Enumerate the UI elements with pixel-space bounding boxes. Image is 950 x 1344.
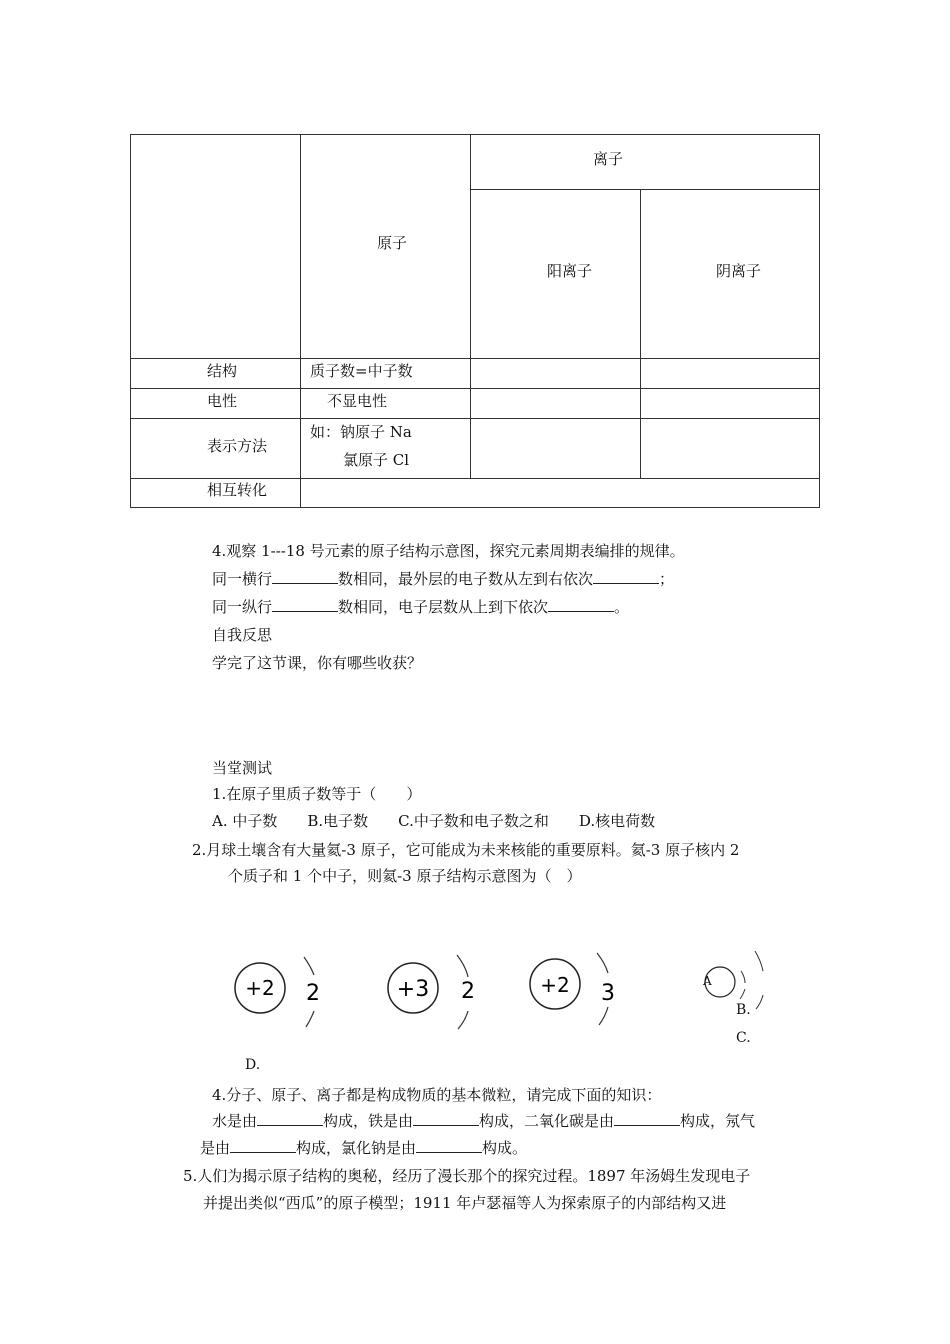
- test-q4-line1: 水是由 构成，铁是由 构成，二氧化碳是由 构成，氖气: [212, 1112, 756, 1130]
- test-q4-blank-5[interactable]: [416, 1138, 482, 1153]
- reflection-title: 自我反思: [212, 626, 273, 644]
- test-q4-blank-3[interactable]: [614, 1111, 680, 1126]
- option-b-label: B.: [736, 1002, 751, 1018]
- test-q4-blank-4[interactable]: [230, 1138, 296, 1153]
- q4-blank-3[interactable]: [272, 597, 338, 612]
- atom-charge: 不显电性: [327, 392, 388, 410]
- q4-blank-4[interactable]: [548, 597, 614, 612]
- option-c-label: C.: [736, 1030, 751, 1046]
- header-cation: 阳离子: [547, 262, 593, 280]
- q4-blank-1[interactable]: [272, 569, 338, 584]
- diagram-1-nucleus: +2: [245, 976, 275, 1000]
- test-q4-blank-1[interactable]: [257, 1111, 323, 1126]
- reflection-question: 学完了这节课，你有哪些收获？: [212, 654, 423, 672]
- row-label-notation: 表示方法: [207, 437, 268, 455]
- atom-diagrams: [220, 945, 640, 1035]
- q4-line2: 同一纵行 数相同，电子层数从上到下依次 。: [212, 598, 630, 616]
- diagram-2: [388, 955, 475, 1029]
- test-q4-blank-2[interactable]: [413, 1111, 479, 1126]
- header-ion: 离子: [593, 150, 624, 168]
- atom-notation-line2: 氯原子 Cl: [343, 451, 410, 469]
- q4-line1: 同一横行 数相同，最外层的电子数从左到右依次 ；: [212, 570, 675, 588]
- test-q2-line2: 个质子和 1 个中子，则氦-3 原子结构示意图为（ ）: [228, 867, 582, 885]
- test-q5-line2: 并提出类似“西瓜”的原子模型；1911 年卢瑟福等人为探索原子的内部结构又进: [203, 1194, 727, 1212]
- header-atom: 原子: [377, 234, 408, 252]
- q4-blank-2[interactable]: [593, 569, 659, 584]
- header-anion: 阴离子: [716, 262, 762, 280]
- test-q4-title: 4.分子、原子、离子都是构成物质的基本微粒，请完成下面的知识：: [212, 1086, 662, 1104]
- test-q4-line2: 是由 构成，氯化钠是由 构成。: [200, 1139, 528, 1157]
- test-q1-options: A. 中子数 B.电子数 C.中子数和电子数之和 D.核电荷数: [212, 812, 656, 830]
- diagram-3-electrons: 3: [601, 981, 615, 1006]
- row-label-conversion: 相互转化: [207, 481, 268, 499]
- test-q1: 1.在原子里质子数等于（ ）: [212, 785, 422, 803]
- diagram-3-nucleus: +2: [540, 973, 570, 997]
- option-a-label: A: [703, 974, 712, 988]
- row-label-charge: 电性: [207, 392, 238, 410]
- diagram-1-electrons: 2: [306, 981, 320, 1006]
- test-q5-line1: 5.人们为揭示原子结构的奥秘，经历了漫长那个的探究过程。1897 年汤姆生发现电子: [183, 1167, 751, 1185]
- diagram-1: [235, 957, 320, 1027]
- option-d-label: D.: [245, 1057, 261, 1073]
- atom-notation-line1: 如：钠原子 Na: [310, 423, 412, 441]
- q4-title: 4.观察 1---18 号元素的原子结构示意图，探究元素周期表编排的规律。: [212, 542, 685, 560]
- diagram-2-nucleus: +3: [396, 977, 430, 1002]
- test-title: 当堂测试: [212, 759, 273, 777]
- test-q2-line1: 2.月球土壤含有大量氦-3 原子，它可能成为未来核能的重要原料。氦-3 原子核内 2: [192, 841, 740, 859]
- diagram-2-electrons: 2: [461, 979, 475, 1004]
- atom-structure: 质子数=中子数: [310, 362, 413, 380]
- row-label-structure: 结构: [207, 362, 238, 380]
- diagram-3: [530, 953, 615, 1025]
